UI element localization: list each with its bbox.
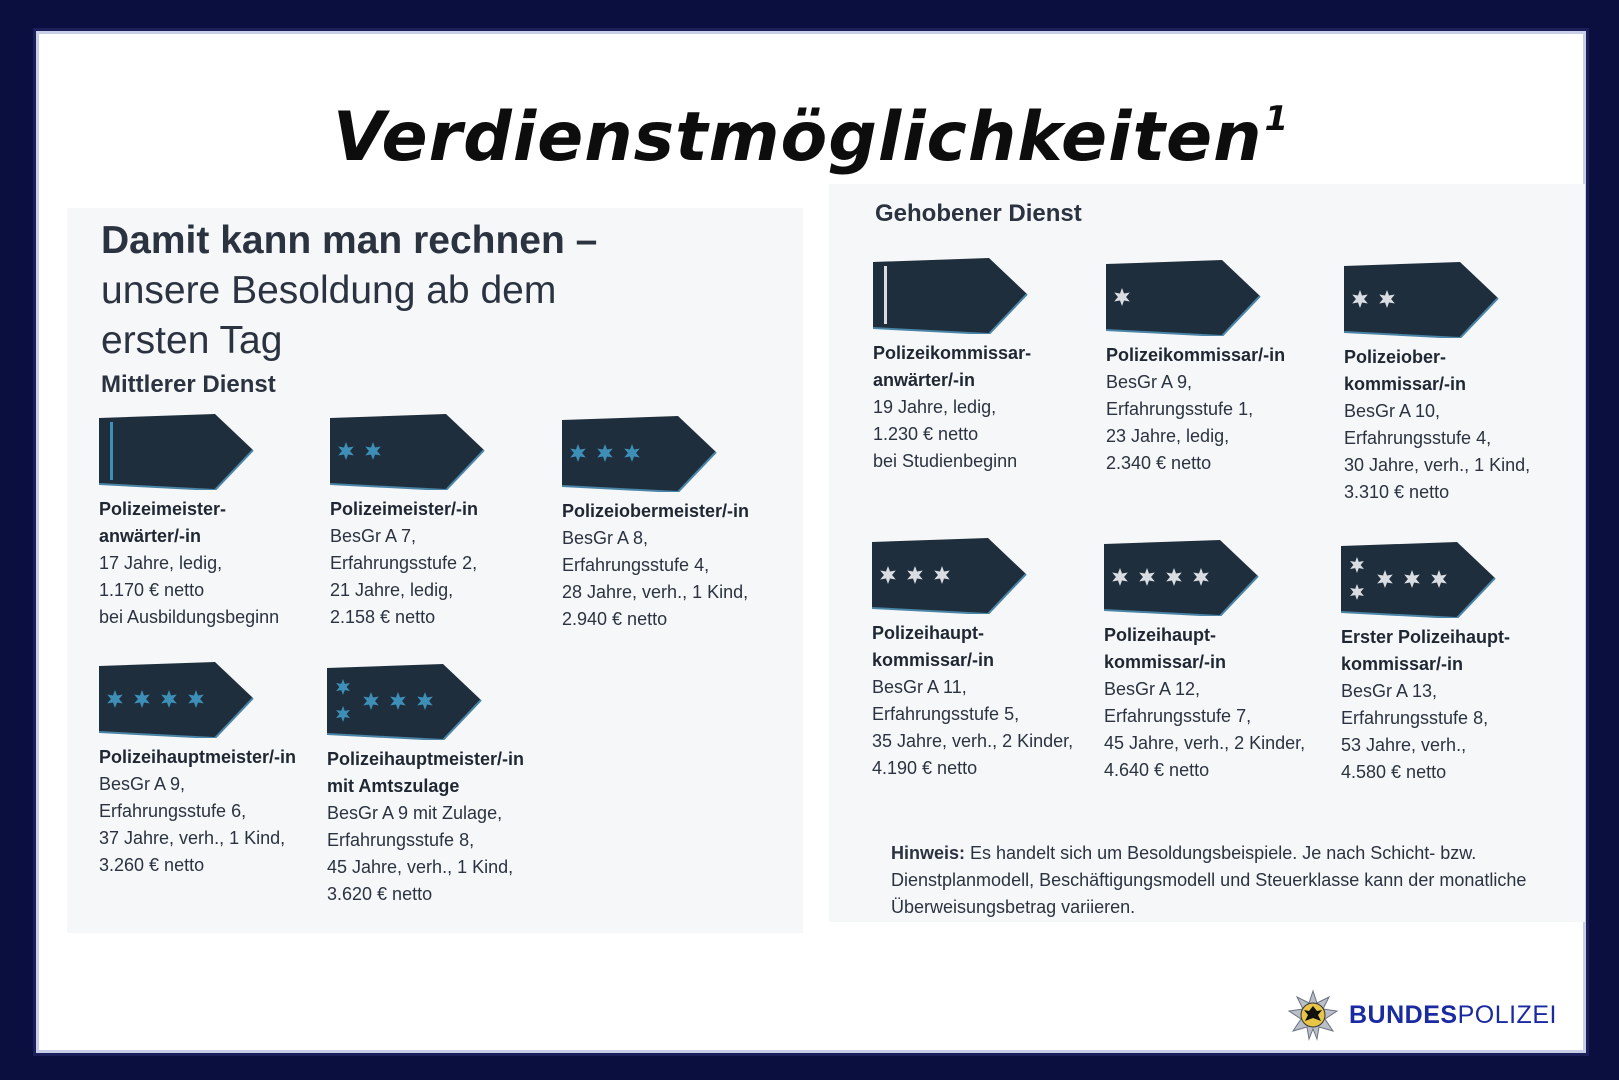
rank-detail-line: Erfahrungsstufe 8, <box>327 830 475 850</box>
rank-details <box>873 394 1123 475</box>
epaulette-icon <box>99 414 257 490</box>
rank-detail-line: 17 Jahre, ledig, <box>99 553 223 573</box>
rank-details <box>99 771 349 879</box>
rank-detail-line: 3.310 € netto <box>1344 482 1450 502</box>
rank-detail-line: 53 Jahre, verh., <box>1341 735 1467 755</box>
rank-detail-line: 1.170 € netto <box>99 580 205 600</box>
rank-details <box>1106 369 1356 477</box>
rank-detail-line: Erfahrungsstufe 7, <box>1104 706 1252 726</box>
epaulette-icon <box>1344 262 1502 338</box>
rank-details <box>872 674 1122 782</box>
rank-detail-line: 45 Jahre, verh., 1 Kind, <box>327 857 514 877</box>
rank-title-line: Polizeikommissar/-in <box>1106 345 1286 365</box>
rank-title-line: Erster Polizeihaupt- <box>1341 627 1511 647</box>
rank-title-line: Polizeimeister/-in <box>330 499 479 519</box>
rank-title <box>327 746 577 800</box>
rank-detail-line: Erfahrungsstufe 4, <box>562 555 710 575</box>
epaulette-icon <box>1341 542 1499 618</box>
rank-detail-line: 3.260 € netto <box>99 855 205 875</box>
rank-details <box>99 550 349 631</box>
rank-details <box>1344 398 1594 506</box>
epaulette-icon <box>327 664 485 740</box>
rank-detail-line: 19 Jahre, ledig, <box>873 397 997 417</box>
epaulette-icon <box>562 416 720 492</box>
rank-detail-line: 30 Jahre, verh., 1 Kind, <box>1344 455 1531 475</box>
logo-word-bundes: BUNDES <box>1349 1000 1458 1029</box>
rank-title <box>872 620 1122 674</box>
headline-bold: Damit kann man rechnen – <box>101 219 598 262</box>
rank-title-line: Polizeihauptmeister/-in <box>99 747 297 767</box>
rank-detail-line: BesGr A 12, <box>1104 679 1201 699</box>
rank-detail-line: BesGr A 9, <box>1106 372 1193 392</box>
rank-detail-line: Erfahrungsstufe 2, <box>330 553 478 573</box>
bundespolizei-logo <box>1287 989 1557 1041</box>
rank-detail-line: 45 Jahre, verh., 2 Kinder, <box>1104 733 1306 753</box>
stripe-mark <box>110 422 113 480</box>
rank-title-line: Polizeimeister- <box>99 499 227 519</box>
rank-detail-line: 2.940 € netto <box>562 609 668 629</box>
rank-detail-line: BesGr A 8, <box>562 528 649 548</box>
logo-word-polizei: POLIZEI <box>1457 1000 1557 1029</box>
rank-title-line: Polizeikommissar- <box>873 343 1032 363</box>
rank-title-line: Polizeihaupt- <box>1104 625 1216 645</box>
rank-detail-line: 3.620 € netto <box>327 884 433 904</box>
epaulette-icon <box>1106 260 1264 336</box>
rank-item <box>330 414 580 631</box>
epaulette-icon <box>99 662 257 738</box>
rank-detail-line: bei Studienbeginn <box>873 451 1018 471</box>
rank-title-line: kommissar/-in <box>1104 652 1227 672</box>
rank-detail-line: BesGr A 13, <box>1341 681 1438 701</box>
rank-detail-line: 1.230 € netto <box>873 424 979 444</box>
rank-detail-line: 37 Jahre, verh., 1 Kind, <box>99 828 286 848</box>
rank-title <box>99 496 349 550</box>
rank-detail-line: Erfahrungsstufe 1, <box>1106 399 1254 419</box>
rank-title-line: Polizeiobermeister/-in <box>562 501 750 521</box>
rank-details <box>562 525 812 633</box>
headline-line-1: unsere Besoldung ab dem <box>101 269 557 312</box>
rank-title-line: anwärter/-in <box>873 370 976 390</box>
rank-detail-line: 21 Jahre, ledig, <box>330 580 454 600</box>
rank-detail-line: 35 Jahre, verh., 2 Kinder, <box>872 731 1074 751</box>
rank-detail-line: 4.190 € netto <box>872 758 978 778</box>
epaulette-icon <box>873 258 1031 334</box>
rank-item <box>1106 260 1356 477</box>
rank-detail-line: 28 Jahre, verh., 1 Kind, <box>562 582 749 602</box>
rank-details <box>327 800 577 908</box>
epaulette-icon <box>872 538 1030 614</box>
rank-details <box>1104 676 1354 784</box>
rank-item <box>1104 540 1354 784</box>
rank-title-line: kommissar/-in <box>1341 654 1464 674</box>
rank-item <box>872 538 1122 782</box>
rank-detail-line: bei Ausbildungsbeginn <box>99 607 280 627</box>
rank-title <box>99 744 349 771</box>
rank-title-line: mit Amtszulage <box>327 776 460 796</box>
section-heading-mittlerer: Mittlerer Dienst <box>101 371 276 398</box>
rank-title-line: anwärter/-in <box>99 526 202 546</box>
rank-details <box>330 523 580 631</box>
rank-title <box>562 498 812 525</box>
rank-title <box>1106 342 1356 369</box>
rank-item <box>1344 262 1594 506</box>
rank-detail-line: BesGr A 11, <box>872 677 967 697</box>
rank-detail-line: Erfahrungsstufe 4, <box>1344 428 1492 448</box>
stripe-mark <box>884 266 887 324</box>
headline-line-2: ersten Tag <box>101 319 283 362</box>
rank-title-line: kommissar/-in <box>872 650 995 670</box>
rank-details <box>1341 678 1591 786</box>
page-title: Verdienstmöglichkeiten$^1$ <box>332 98 1290 177</box>
rank-title-line: kommissar/-in <box>1344 374 1467 394</box>
rank-title-line: Polizeiober- <box>1344 347 1447 367</box>
rank-detail-line: Erfahrungsstufe 5, <box>872 704 1020 724</box>
hinweis-label: Hinweis: <box>891 843 966 863</box>
rank-title-line: Polizeihauptmeister/-in <box>327 749 525 769</box>
rank-item <box>873 258 1123 475</box>
rank-detail-line: BesGr A 9, <box>99 774 186 794</box>
rank-detail-line: 4.580 € netto <box>1341 762 1447 782</box>
federal-eagle-star-icon <box>1287 989 1339 1041</box>
rank-detail-line: 2.158 € netto <box>330 607 436 627</box>
rank-detail-line: BesGr A 10, <box>1344 401 1441 421</box>
epaulette-icon <box>330 414 488 490</box>
hinweis-note <box>891 840 1531 921</box>
rank-title-line: Polizeihaupt- <box>872 623 984 643</box>
rank-detail-line: Erfahrungsstufe 6, <box>99 801 247 821</box>
headline <box>101 216 597 366</box>
rank-title <box>1344 344 1594 398</box>
rank-title <box>1104 622 1354 676</box>
rank-detail-line: BesGr A 7, <box>330 526 417 546</box>
rank-detail-line: Erfahrungsstufe 8, <box>1341 708 1489 728</box>
section-heading-gehobener: Gehobener Dienst <box>875 200 1082 227</box>
rank-title <box>1341 624 1591 678</box>
rank-detail-line: 2.340 € netto <box>1106 453 1212 473</box>
logo-wordmark <box>1349 1001 1557 1030</box>
epaulette-icon <box>1104 540 1262 616</box>
rank-item <box>99 414 349 631</box>
rank-item <box>327 664 577 908</box>
rank-item <box>1341 542 1591 786</box>
hinweis-text: Es handelt sich um Besoldungsbeispiele. Je nach Schicht- bzw. Dienstplanmodell, Beschäftigungsmodell und Steuerklasse kann der monatliche Überweisungsbetrag variieren. <box>891 843 1527 917</box>
rank-title <box>330 496 580 523</box>
rank-detail-line: 4.640 € netto <box>1104 760 1210 780</box>
rank-detail-line: BesGr A 9 mit Zulage, <box>327 803 503 823</box>
rank-title <box>873 340 1123 394</box>
rank-item <box>562 416 812 633</box>
page-frame <box>36 31 1586 1053</box>
title-footnote-marker: 1 <box>1264 99 1290 139</box>
rank-item <box>99 662 349 879</box>
rank-detail-line: 23 Jahre, ledig, <box>1106 426 1230 446</box>
